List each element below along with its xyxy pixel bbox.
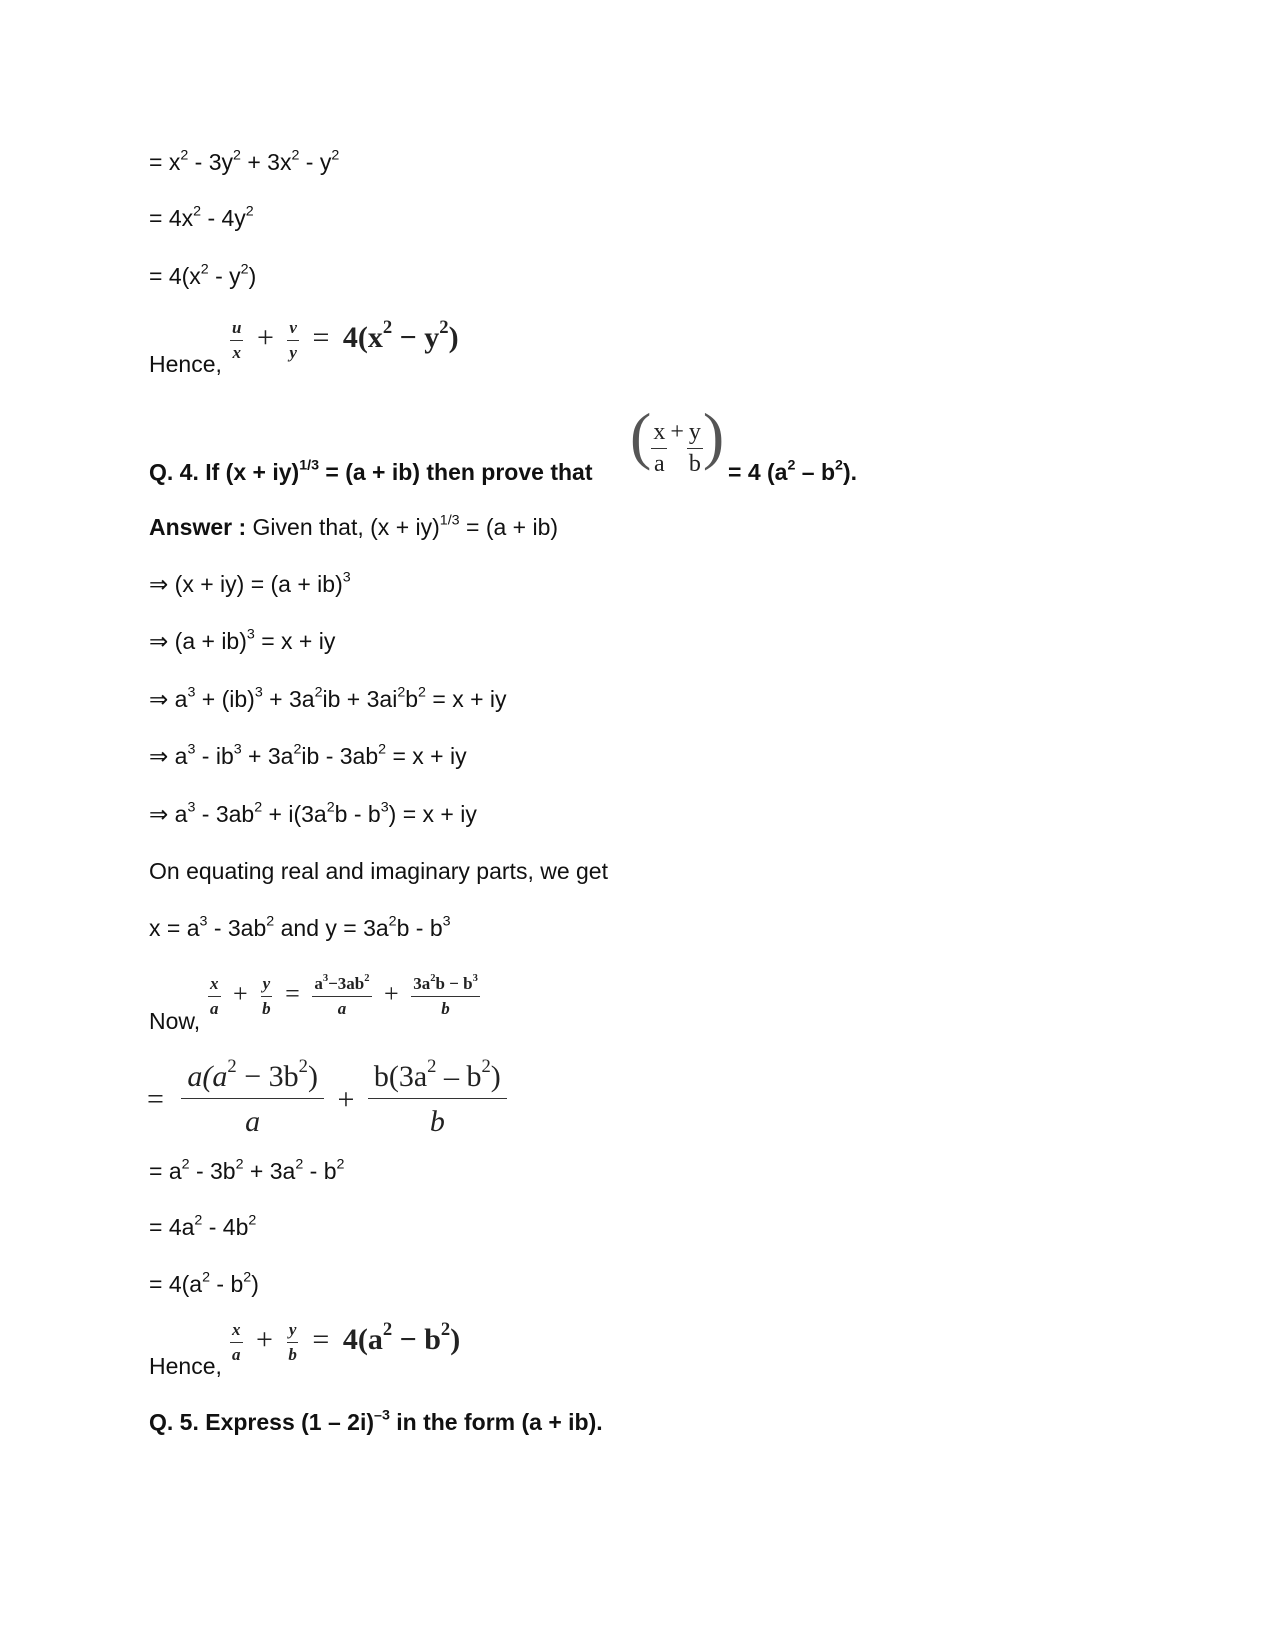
text-line: On equating real and imaginary parts, we get [149, 858, 608, 884]
equation-line: $x = a^3 - 3ab^2$ and $y = 3a^2b - b^3$ [149, 913, 451, 941]
equation-line: ⇒ (a + ib)$^3$ = x + iy [149, 626, 336, 654]
hence-label: Hence, [149, 1353, 222, 1379]
equation-line: ⇒ (x + iy) = (a + ib)$^3$ [149, 569, 351, 597]
question-5: Q. 5. Express (1 – 2i)$^{-3}$ in the form (a + ib). [149, 1407, 603, 1435]
equation-line: = $4(a^2 - b^2)$ [149, 1269, 259, 1297]
equation-line: = $4a^2 - 4b^2$ [149, 1212, 257, 1240]
question-4-rhs: = 4 $(a^2 - b^2)$. [728, 457, 858, 485]
equation-line: ⇒ $a^3 + (ib)^3 + 3a^2ib + 3ai^2b^2 = x$ + iy [149, 684, 507, 712]
hence-label: Hence, [149, 351, 222, 377]
formula-image: $\frac{u}{x}$ + $\frac{v}{y}$ = $4(x^2 - y^2)$ [232, 317, 459, 362]
formula-image: $\frac{x}{a}$ + $\frac{y}{b}$ = $4(a^2 - b^2)$ [232, 1319, 461, 1364]
equation-line: = $4x^2 - 4y^2$ [149, 203, 254, 231]
formula-image: $\frac{x}{a}$ + $\frac{y}{b}$ = $\frac{a^3-3ab^2}{a}$ + $\frac{3a^2b - b^3}{b}$ [210, 973, 478, 1018]
equation-line: ⇒ $a^3 - 3ab^2 + i(3a^2b - b^3) = x$ + iy [149, 799, 477, 827]
formula-image: = $\frac{a(a^2 - 3b^2)}{a}$ + $\frac{b(3a^2 - b^2)}{b}$ [147, 1060, 507, 1139]
formula-image: ( $\frac{x}{a}$ + $\frac{y}{b}$ ) [630, 400, 725, 477]
equation-line: = $a^2 - 3b^2 + 3a^2 - b^2$ [149, 1156, 345, 1184]
equation-line: = $x^2 - 3y^2 + 3x^2 - y^2$ [149, 147, 340, 175]
equation-line: = $4(x^2 - y^2)$ [149, 261, 257, 289]
answer-line: Answer : Given that, (x + iy)$^{1/3}$ = (a + ib) [149, 512, 559, 540]
question-4: Q. 4. If (x + iy)$^{1/3}$ = (a + ib) then prove that [149, 457, 593, 485]
equation-line: ⇒ $a^3 - ib^3 + 3a^2ib - 3ab^2 = x$ + iy [149, 741, 467, 769]
now-label: Now, [149, 1008, 201, 1034]
